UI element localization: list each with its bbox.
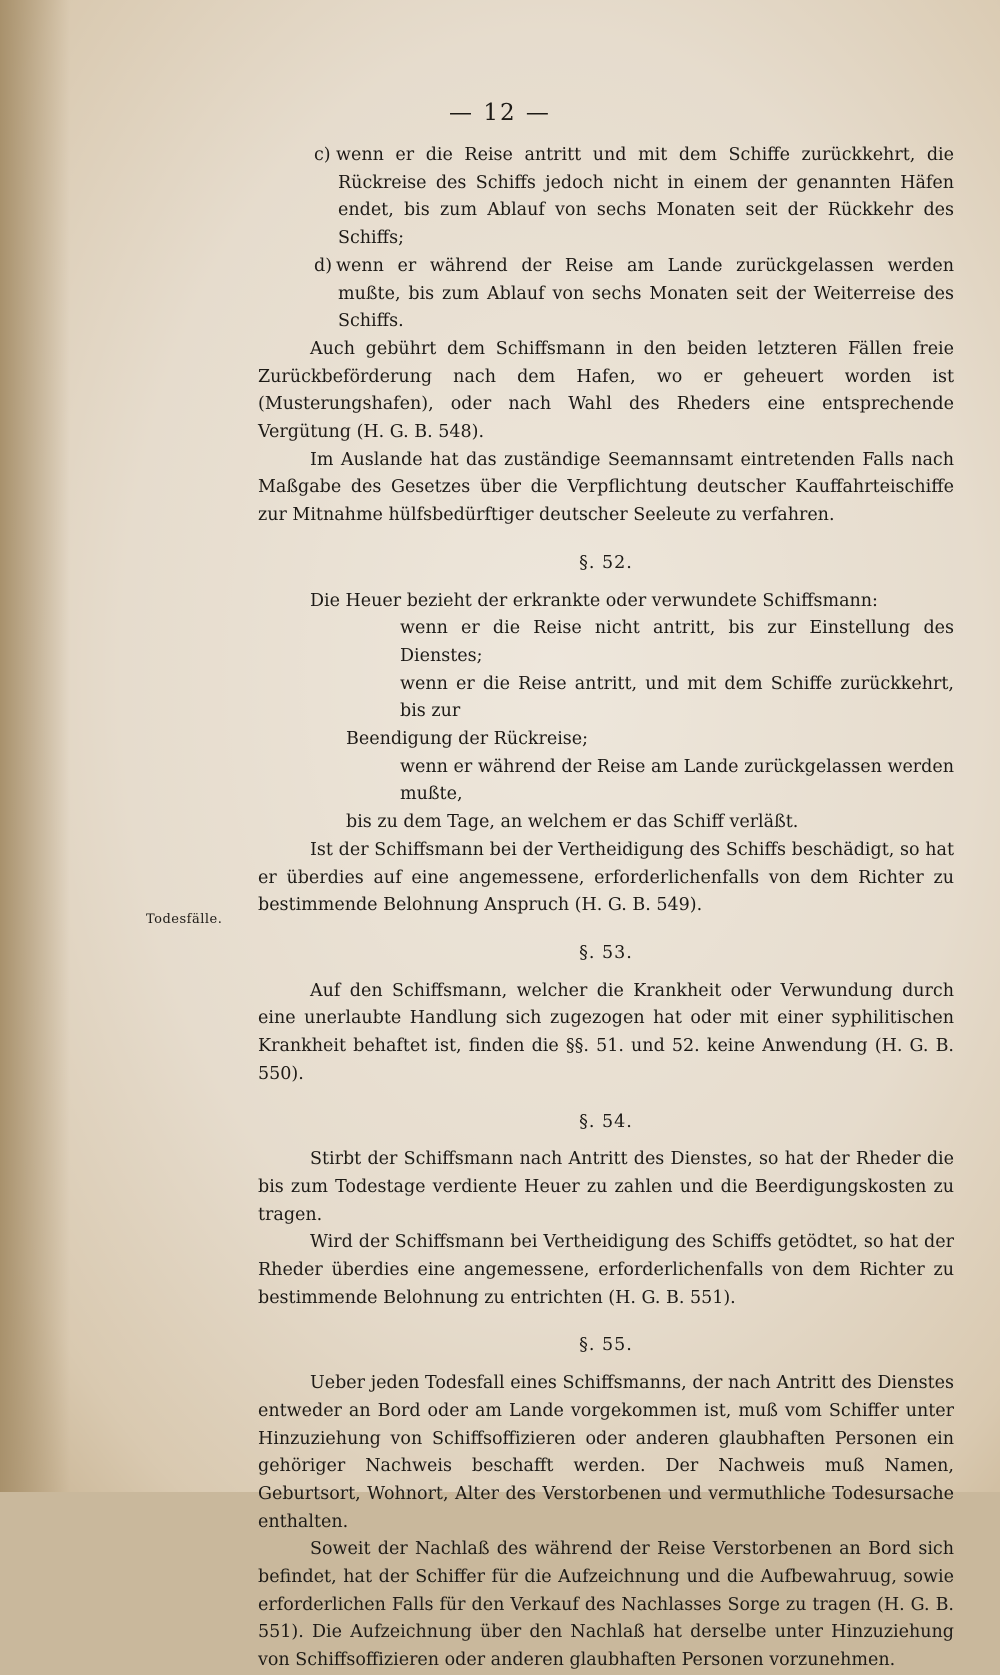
section-heading: §. 53. <box>579 942 633 963</box>
paragraph: Ist der Schiffsmann bei der Vertheidigung des Schiffs beschädigt, so hat er überdies auf eine angemessene, erforderlichenfalls von dem Richter zu bestimmende Belohnung Anspruch (H. G. B. 549). <box>258 839 954 916</box>
paragraph: Stirbt der Schiffsmann nach Antritt des Dienstes, so hat der Rheder die bis zum Todestage verdiente Heuer zu zahlen und die Beerdigungskosten zu tragen. <box>258 1149 954 1225</box>
sub-clause-continuation: bis zu dem Tage, an welchem er das Schiff verläßt. <box>346 812 799 833</box>
list-label: c) <box>314 145 331 165</box>
paragraph: Die Heuer bezieht der erkrankte oder verwundete Schiffsmann: <box>310 590 878 611</box>
page-shadow-edge <box>0 0 70 1492</box>
page-number: — 12 — <box>449 100 551 126</box>
body-text <box>258 142 954 1675</box>
paragraph: Auf den Schiffsmann, welcher die Krankheit oder Verwundung durch eine unerlaubte Handlung sich zugezogen hat oder mit einer syphilitischen Krankheit behaftet ist, finden die §§. 51. und 52. keine Anwendung (H. G. B. 550). <box>258 980 954 1084</box>
list-item-c <box>258 142 954 253</box>
sub-clause: wenn er die Reise antritt, und mit dem Schiffe zurückkehrt, bis zur <box>400 673 954 722</box>
paragraph: Soweit der Nachlaß des während der Reise Verstorbenen an Bord sich befindet, hat der Schiffer für die Aufzeichnung und die Aufbewahruug, sowie erforderlichen Falls für den Verkauf des Nachlasses Sorge zu tragen (H. G. B. 551). Die Aufzeichnung über den Nachlaß hat derselbe unter Hinzuziehung von Schiffsoffizieren oder anderen glaubhaften Personen vorzunehmen. <box>258 1539 954 1671</box>
list-item-d <box>258 253 954 336</box>
paragraph: Im Auslande hat das zuständige Seemannsamt eintretenden Falls nach Maßgabe des Gesetzes über die Verpflichtung deutscher Kauffahrteischiffe zur Mitnahme hülfsbedürftiger deutscher Seeleute zu verfahren. <box>258 449 954 526</box>
list-text: wenn er die Reise antritt und mit dem Schiffe zurückkehrt, die Rückreise des Schiffs jedoch nicht in einem der genannten Häfen endet, bis zum Ablauf von sechs Monaten seit der Rückkehr des Schiffs; <box>336 145 954 249</box>
section-heading: §. 54. <box>579 1111 633 1132</box>
sub-clause-continuation: Beendigung der Rückreise; <box>346 729 589 750</box>
paragraph: Ueber jeden Todesfall eines Schiffsmanns, der nach Antritt des Dienstes entweder an Bord oder am Lande vorgekommen ist, muß vom Schiffer unter Hinzuziehung von Schiffsoffizieren oder anderen glaubhaften Personen ein gehöriger Nachweis beschafft werden. Der Nachweis muß Namen, Geburtsort, Wohnort, Alter des Verstorbenen und vermuthliche Todesursache enthalten. <box>258 1373 954 1532</box>
section-heading: §. 55. <box>579 1335 633 1356</box>
paragraph: Wird der Schiffsmann bei Vertheidigung des Schiffs getödtet, so hat der Rheder überdies eine angemessene, erforderlichenfalls von dem Richter zu bestimmende Belohnung zu entrichten (H. G. B. 551). <box>258 1232 954 1308</box>
list-label: d) <box>314 255 333 276</box>
sub-clause: wenn er die Reise nicht antritt, bis zur Einstellung des Dienstes; <box>400 618 954 666</box>
section-heading: §. 52. <box>579 552 633 573</box>
sub-clause: wenn er während der Reise am Lande zurückgelassen werden mußte, <box>400 756 954 805</box>
list-text: wenn er während der Reise am Lande zurückgelassen werden mußte, bis zum Ablauf von sechs Monaten seit der Weiterreise des Schiffs. <box>336 255 954 332</box>
paragraph: Auch gebührt dem Schiffsmann in den beiden letzteren Fällen freie Zurückbeförderung nach dem Hafen, wo er geheuert worden ist (Musterungshafen), oder nach Wahl des Rheders eine entsprechende Vergütung (H. G. B. 548). <box>258 338 954 443</box>
margin-note: Todesfälle. <box>146 912 223 927</box>
